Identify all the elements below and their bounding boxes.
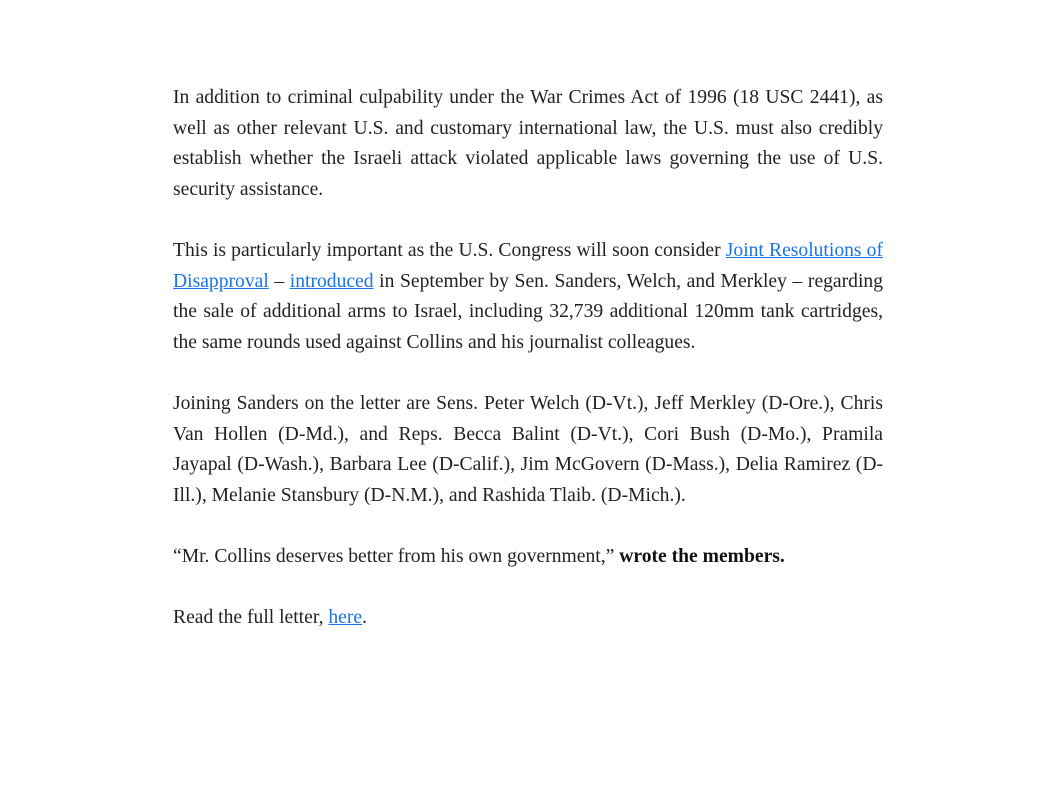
read-letter-text: Read the full letter, bbox=[173, 607, 329, 629]
read-letter-period: . bbox=[362, 607, 367, 629]
paragraph-resolutions bbox=[173, 236, 883, 358]
dash-separator: – bbox=[268, 270, 290, 292]
document-body bbox=[173, 83, 883, 664]
paragraph-war-crimes: In addition to criminal culpability under the War Crimes Act of 1996 (18 USC 2441), as well as other relevant U.S. and customary international law, the U.S. must also credibly establish whether the Israeli attack violated applicable laws governing the use of U.S. security assistance. bbox=[173, 87, 883, 200]
joint-resolutions-link[interactable]: Joint Resolutions of Disapproval bbox=[173, 239, 883, 292]
full-letter-link[interactable]: here bbox=[328, 607, 363, 629]
paragraph-resolutions-text-end: in September by Sen. Sanders, Welch, and Merkley – regarding the sale of additional arms to Israel, including 32,739 additional 120mm tank cartridges, the same rounds used against Collins and his journalist colleagues. bbox=[173, 270, 883, 353]
paragraph-resolutions-text-start: This is particularly important as the U.S. Congress will soon consider bbox=[173, 239, 726, 261]
paragraph-signatories: Joining Sanders on the letter are Sens. Peter Welch (D-Vt.), Jeff Merkley (D-Ore.), Chris Van Hollen (D-Md.), and Reps. Becca Balint (D-Vt.), Cori Bush (D-Mo.), Pramila Jayapal (D-Wash.), Barbara Lee (D-Calif.), Jim McGovern (D-Mass.), Delia Ramirez (D-Ill.), Melanie Stansbury (D-N.M.), and Rashida Tlaib. (D-Mich.). bbox=[173, 392, 883, 506]
paragraph-read-letter bbox=[173, 603, 883, 634]
quote-text: “Mr. Collins deserves better from his own government,” bbox=[173, 545, 620, 567]
introduced-link[interactable]: introduced bbox=[289, 270, 374, 292]
paragraph-quote bbox=[173, 542, 883, 573]
quote-attribution: wrote the members. bbox=[619, 545, 785, 567]
